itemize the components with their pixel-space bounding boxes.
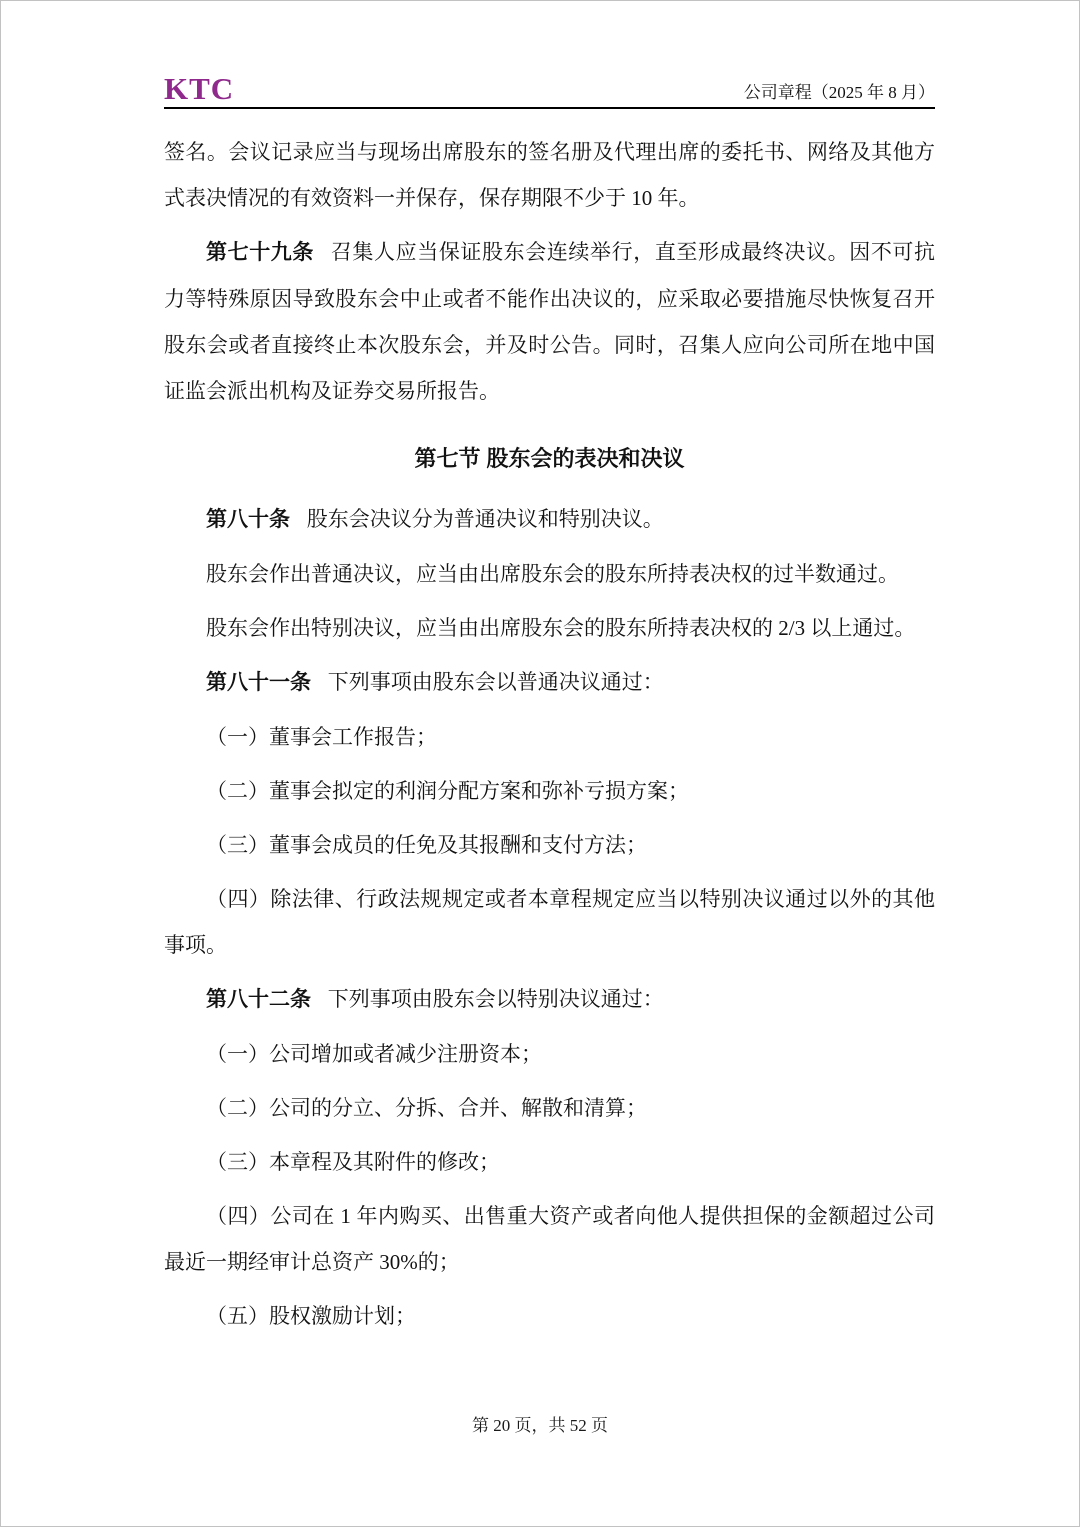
header-doc-title: 公司章程（2025 年 8 月） [743,82,935,102]
article-number: 第八十一条 [206,671,311,694]
article-paragraph [164,976,935,1023]
body-paragraph: 股东会作出普通决议，应当由出席股东会的股东所持表决权的过半数通过。 [206,562,899,586]
list-item: （二）董事会拟定的利润分配方案和弥补亏损方案； [206,779,689,803]
brand-logo: KTC [164,71,235,106]
section-heading: 第七节 股东会的表决和决议 [414,446,685,471]
list-item: （一）公司增加或者减少注册资本； [206,1042,542,1066]
article-number: 第八十二条 [206,988,311,1011]
list-item: （三）本章程及其附件的修改； [206,1150,500,1174]
list-item: （三）董事会成员的任免及其报酬和支付方法； [206,833,647,857]
body-paragraph: 股东会作出特别决议，应当由出席股东会的股东所持表决权的 2/3 以上通过。 [206,616,916,640]
article-paragraph [164,496,935,543]
page-number: 第 20 页，共 52 页 [472,1416,608,1435]
article-paragraph [164,659,935,706]
list-item: （二）公司的分立、分拆、合并、解散和清算； [206,1096,647,1120]
page-footer [1,1411,1079,1436]
document-body [164,109,935,1339]
list-item: （四）公司在 1 年内购买、出售重大资产或者向他人提供担保的金额超过公司最近一期经审计总资产 30%的； [164,1204,935,1274]
article-paragraph [164,229,935,414]
article-text: 召集人应当保证股东会连续举行，直至形成最终决议。因不可抗力等特殊原因导致股东会中止或者不能作出决议的，应采取必要措施尽快恢复召开股东会或者直接终止本次股东会，并及时公告。同时，召集人应向公司所在地中国证监会派出机构及证券交易所报告。 [164,240,936,403]
list-item: （一）董事会工作报告； [206,725,437,749]
list-item: （四）除法律、行政法规规定或者本章程规定应当以特别决议通过以外的其他事项。 [164,887,935,957]
article-text: 下列事项由股东会以特别决议通过： [327,987,664,1011]
article-number: 第八十条 [206,508,290,531]
list-item: （五）股权激励计划； [206,1304,416,1328]
body-paragraph: 签名。会议记录应当与现场出席股东的签名册及代理出席的委托书、网络及其他方式表决情况的有效资料一并保存，保存期限不少于 10 年。 [164,140,935,210]
article-number: 第七十九条 [206,241,315,264]
page-header [164,73,935,109]
article-text: 股东会决议分为普通决议和特别决议。 [306,507,664,531]
article-text: 下列事项由股东会以普通决议通过： [327,670,664,694]
